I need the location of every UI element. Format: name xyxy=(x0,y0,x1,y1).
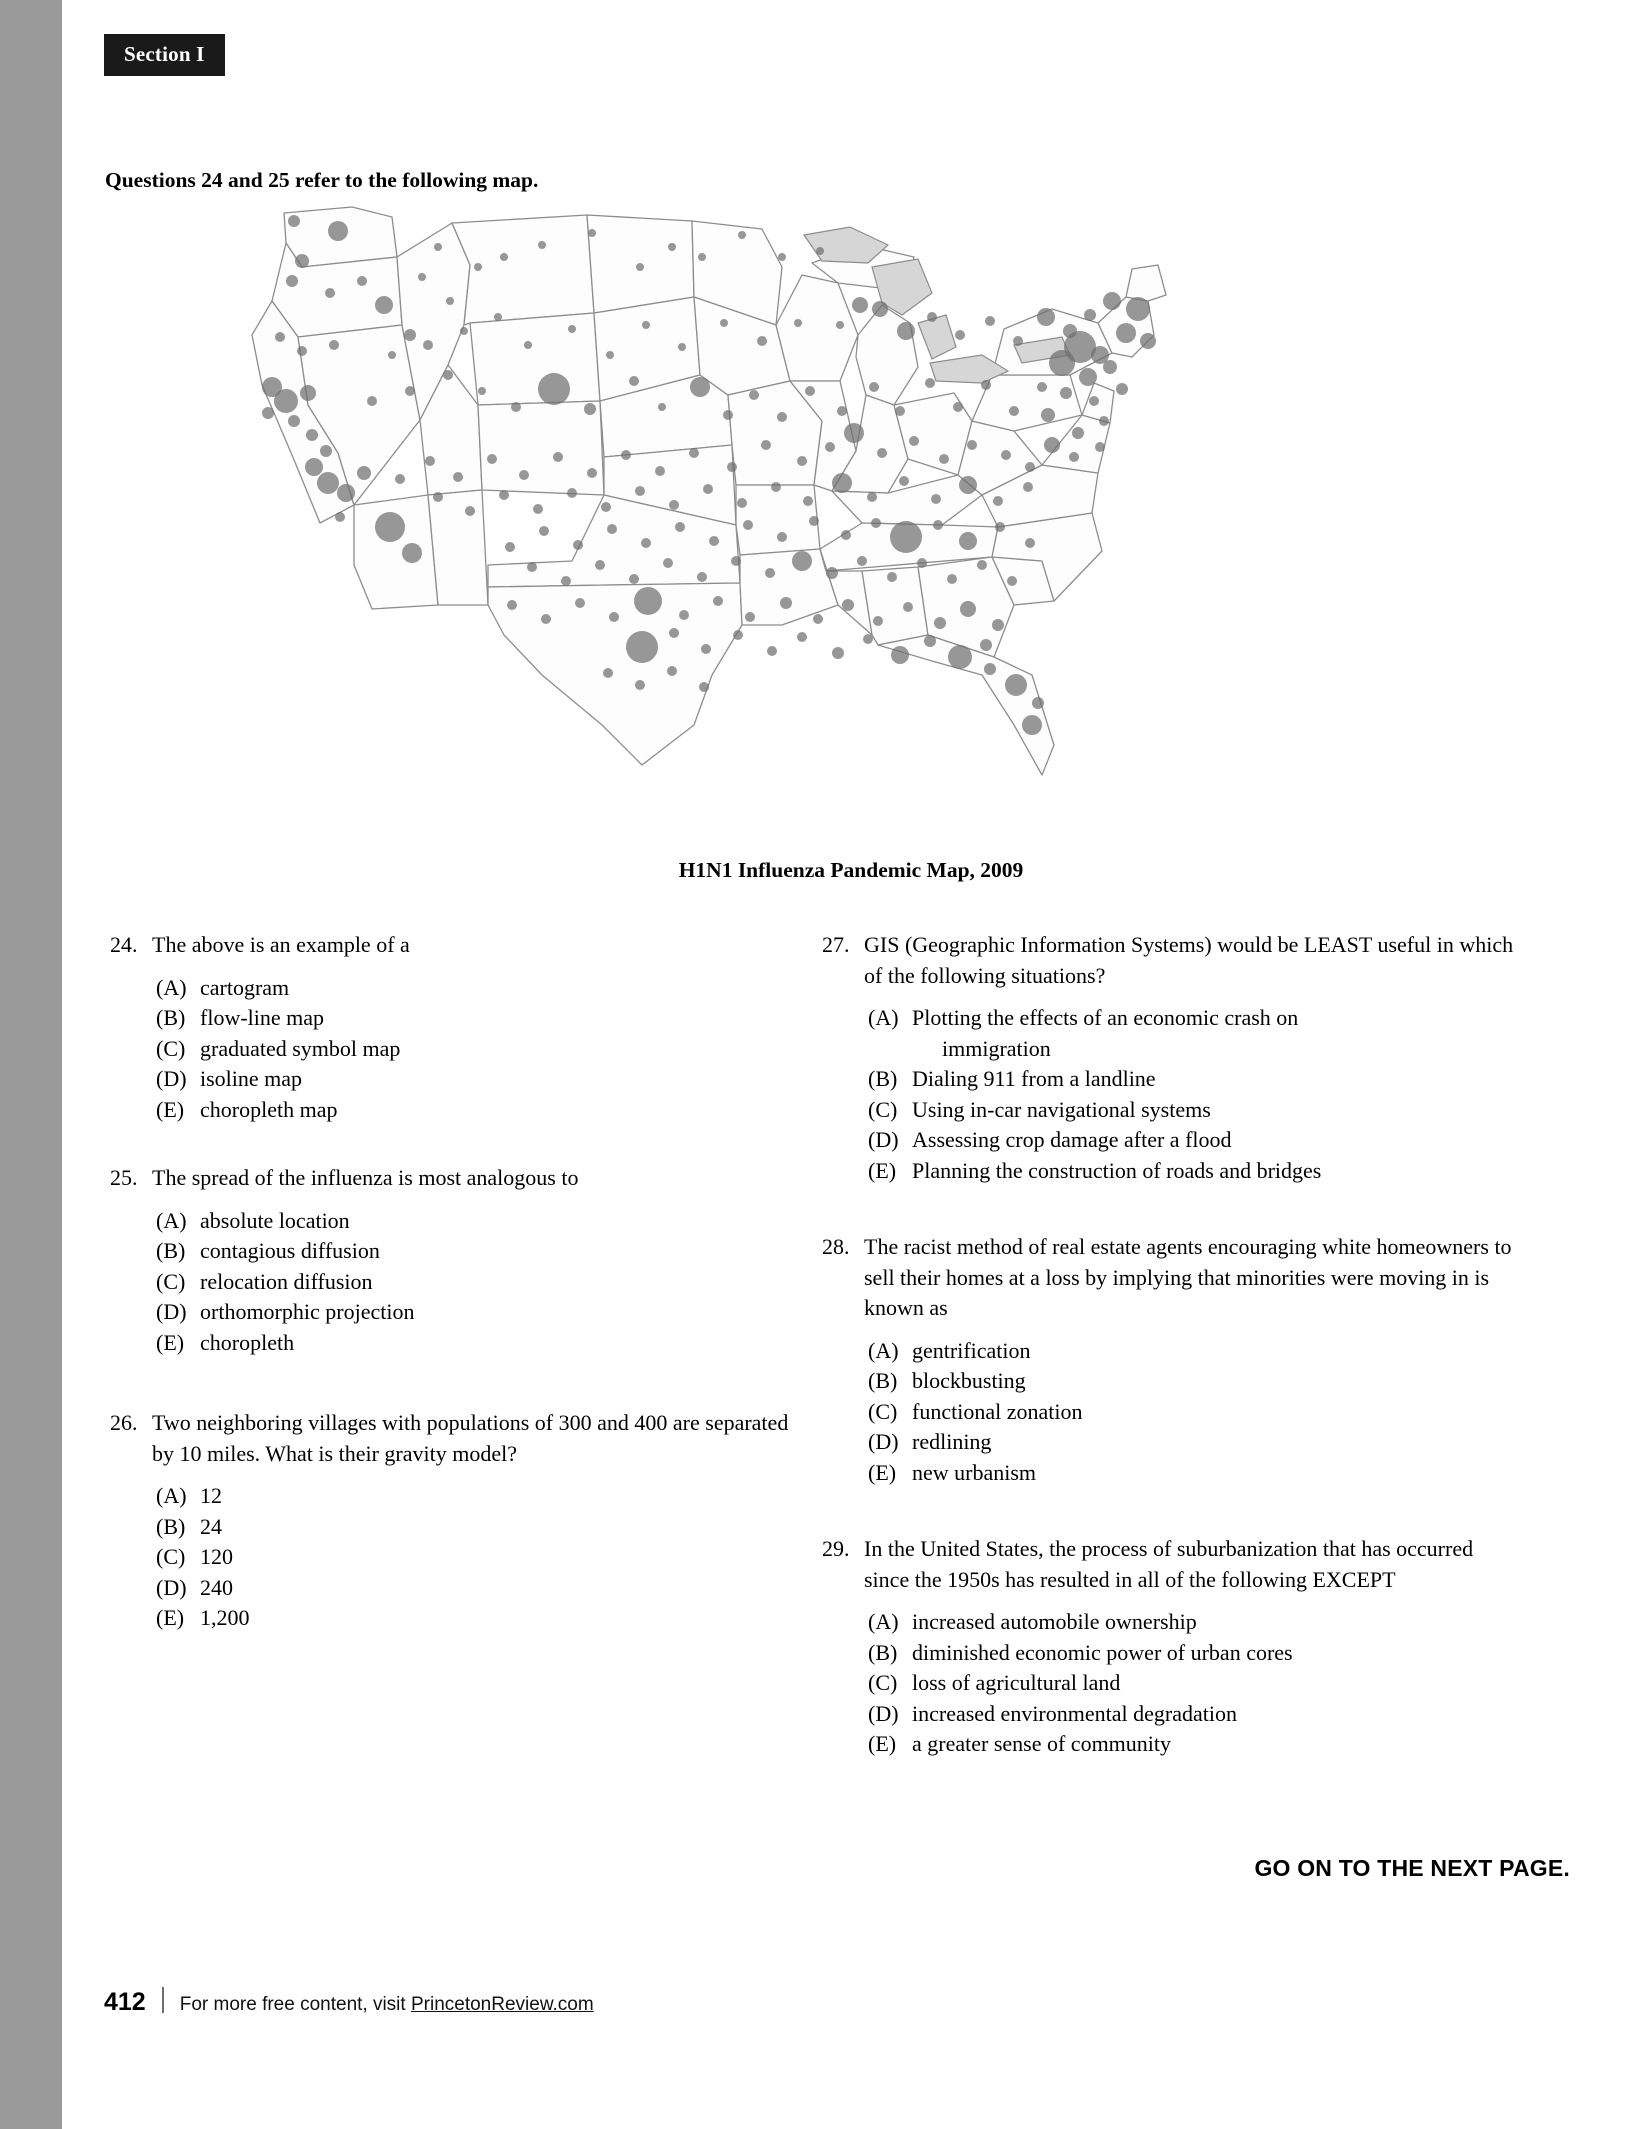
question-26 xyxy=(110,1408,810,1634)
choice-text: functional zonation xyxy=(912,1398,1083,1424)
answer-choice[interactable] xyxy=(156,1206,810,1237)
footer-link[interactable]: PrincetonReview.com xyxy=(410,1994,594,2015)
question-28 xyxy=(822,1232,1522,1488)
question-25 xyxy=(110,1163,810,1358)
answer-choice[interactable] xyxy=(156,1297,810,1328)
answer-choice[interactable] xyxy=(156,1573,810,1604)
question-number: 24. xyxy=(110,932,138,957)
choice-letter: (E) xyxy=(156,1329,185,1355)
question-number: 25. xyxy=(110,1165,138,1190)
choice-text: gentrification xyxy=(912,1337,1031,1363)
answer-choice[interactable] xyxy=(868,1729,1522,1760)
choice-letter: (E) xyxy=(868,1459,897,1485)
choice-text: orthomorphic projection xyxy=(200,1299,415,1324)
choice-text: blockbusting xyxy=(912,1368,1026,1393)
choice-letter: (E) xyxy=(156,1096,185,1122)
choice-text xyxy=(912,1003,1522,1064)
page-number: 412 xyxy=(104,1988,146,2016)
choice-text: 24 xyxy=(200,1513,222,1539)
footer-divider xyxy=(162,1987,164,2013)
answer-choice[interactable] xyxy=(156,1034,810,1065)
answer-choice[interactable] xyxy=(868,1458,1522,1489)
choice-text: increased automobile ownership xyxy=(912,1609,1197,1634)
choice-text: isoline map xyxy=(200,1066,303,1091)
question-number: 27. xyxy=(822,932,850,957)
answer-choice[interactable] xyxy=(868,1699,1522,1730)
choice-text: 240 xyxy=(200,1574,233,1600)
choice-text: increased environmental degradation xyxy=(912,1700,1237,1726)
answer-choice[interactable] xyxy=(156,1003,810,1034)
page-footer xyxy=(104,1984,594,2017)
questions-column-right xyxy=(822,930,1522,1786)
choice-letter: (E) xyxy=(156,1605,185,1630)
choice-text: graduated symbol map xyxy=(200,1035,401,1061)
choice-letter: (C) xyxy=(156,1035,186,1061)
go-on-notice: GO ON TO THE NEXT PAGE. xyxy=(1254,1855,1570,1881)
h1n1-map-figure xyxy=(242,205,1362,845)
answer-choices xyxy=(156,973,810,1126)
answer-choice[interactable] xyxy=(868,1125,1522,1156)
answer-choice[interactable] xyxy=(868,1668,1522,1699)
choice-letter: (C) xyxy=(868,1398,898,1424)
question-number: 26. xyxy=(110,1410,138,1435)
choice-letter: (D) xyxy=(156,1574,187,1600)
questions-column-left xyxy=(110,930,810,1660)
choice-letter: (D) xyxy=(156,1299,187,1324)
answer-choice[interactable] xyxy=(156,1236,810,1267)
choice-text-line2: immigration xyxy=(942,1035,1051,1061)
choice-text: relocation diffusion xyxy=(200,1268,373,1294)
question-27 xyxy=(822,930,1522,1186)
choice-letter: (A) xyxy=(156,1207,187,1233)
choice-letter: (B) xyxy=(868,1368,898,1393)
answer-choice[interactable] xyxy=(868,1366,1522,1397)
question-text: The racist method of real estate agents encouraging white homeowners to sell their homes at a loss by implying that minorities were moving in is known as xyxy=(864,1234,1512,1320)
answer-choices xyxy=(156,1206,810,1359)
answer-choice[interactable] xyxy=(156,1064,810,1095)
questions-columns xyxy=(62,930,1640,1930)
choice-text: cartogram xyxy=(200,974,290,1000)
question-number: 28. xyxy=(822,1234,850,1259)
choice-letter: (B) xyxy=(156,1005,186,1030)
answer-choice[interactable] xyxy=(868,1638,1522,1669)
choice-text: 120 xyxy=(200,1544,233,1569)
answer-choices xyxy=(868,1336,1522,1489)
choice-text: Using in-car navigational systems xyxy=(912,1096,1211,1122)
question-text: Two neighboring villages with populations of 300 and 400 are separated by 10 miles. What is their gravity model? xyxy=(152,1410,789,1466)
page-edge-bar xyxy=(0,0,62,2129)
choice-text: loss of agricultural land xyxy=(912,1670,1121,1695)
choice-text: a greater sense of community xyxy=(912,1731,1172,1756)
choice-letter: (E) xyxy=(868,1731,897,1756)
answer-choice[interactable] xyxy=(156,1603,810,1634)
answer-choice[interactable] xyxy=(156,1481,810,1512)
answer-choice[interactable] xyxy=(156,973,810,1004)
choice-text: Assessing crop damage after a flood xyxy=(912,1127,1232,1152)
choice-text: flow-line map xyxy=(200,1005,325,1030)
choice-letter: (D) xyxy=(868,1127,899,1152)
choice-text: Planning the construction of roads and bridges xyxy=(912,1157,1322,1183)
question-text: In the United States, the process of suburbanization that has occurred since the 1950s has resulted in all of the following EXCEPT xyxy=(864,1536,1474,1592)
answer-choice[interactable] xyxy=(868,1397,1522,1428)
question-text: The above is an example of a xyxy=(152,932,410,957)
choice-letter: (A) xyxy=(868,1337,899,1363)
section-tab: Section I xyxy=(104,34,225,76)
answer-choice[interactable] xyxy=(868,1427,1522,1458)
choice-letter: (C) xyxy=(156,1268,186,1294)
choice-letter: (A) xyxy=(868,1609,899,1634)
choice-letter: (E) xyxy=(868,1157,897,1183)
answer-choice[interactable] xyxy=(868,1607,1522,1638)
choice-letter: (D) xyxy=(868,1700,899,1726)
question-29 xyxy=(822,1534,1522,1760)
choice-text: 12 xyxy=(200,1483,222,1508)
choice-text: redlining xyxy=(912,1429,992,1454)
answer-choice[interactable] xyxy=(868,1095,1522,1126)
answer-choice[interactable] xyxy=(156,1267,810,1298)
choice-text: choropleth map xyxy=(200,1096,338,1122)
question-24 xyxy=(110,930,810,1125)
answer-choices xyxy=(868,1003,1522,1186)
choice-text: contagious diffusion xyxy=(200,1238,380,1263)
choice-letter: (C) xyxy=(868,1670,898,1695)
us-map-svg xyxy=(242,205,1362,845)
answer-choice[interactable] xyxy=(868,1156,1522,1187)
footer-label: For more free content, visit xyxy=(179,1994,411,2015)
answer-choice[interactable] xyxy=(868,1336,1522,1367)
choice-letter: (B) xyxy=(868,1066,898,1091)
choice-letter: (B) xyxy=(156,1513,186,1539)
footer-text xyxy=(180,1994,594,2016)
answer-choice[interactable] xyxy=(868,1003,1522,1064)
choice-letter: (D) xyxy=(868,1429,899,1454)
choice-text: diminished economic power of urban cores xyxy=(912,1639,1293,1665)
page-content xyxy=(62,0,1640,2129)
choice-letter: (B) xyxy=(868,1639,898,1665)
answer-choice[interactable] xyxy=(156,1095,810,1126)
choice-letter: (A) xyxy=(868,1005,899,1030)
answer-choices xyxy=(868,1607,1522,1760)
choice-text: choropleth xyxy=(200,1329,295,1355)
choice-letter: (A) xyxy=(156,974,187,1000)
choice-letter: (A) xyxy=(156,1483,187,1508)
choice-text: absolute location xyxy=(200,1207,350,1233)
choice-text: 1,200 xyxy=(200,1605,250,1630)
choice-text: Dialing 911 from a landline xyxy=(912,1066,1156,1091)
choice-letter: (B) xyxy=(156,1238,186,1263)
question-text: GIS (Geographic Information Systems) would be LEAST useful in which of the following situations? xyxy=(864,932,1514,988)
answer-choice[interactable] xyxy=(156,1542,810,1573)
choice-text: new urbanism xyxy=(912,1459,1037,1485)
question-number: 29. xyxy=(822,1536,850,1561)
question-text: The spread of the influenza is most analogous to xyxy=(152,1165,579,1190)
answer-choice[interactable] xyxy=(868,1064,1522,1095)
choice-letter: (C) xyxy=(868,1096,898,1122)
choice-letter: (D) xyxy=(156,1066,187,1091)
answer-choice[interactable] xyxy=(156,1512,810,1543)
choice-letter: (C) xyxy=(156,1544,186,1569)
choice-text-line1: Plotting the effects of an economic crash on xyxy=(912,1005,1299,1030)
question-set-prompt: Questions 24 and 25 refer to the following map. xyxy=(105,168,539,192)
answer-choice[interactable] xyxy=(156,1328,810,1359)
figure-caption: H1N1 Influenza Pandemic Map, 2009 xyxy=(678,858,1024,882)
answer-choices xyxy=(156,1481,810,1634)
